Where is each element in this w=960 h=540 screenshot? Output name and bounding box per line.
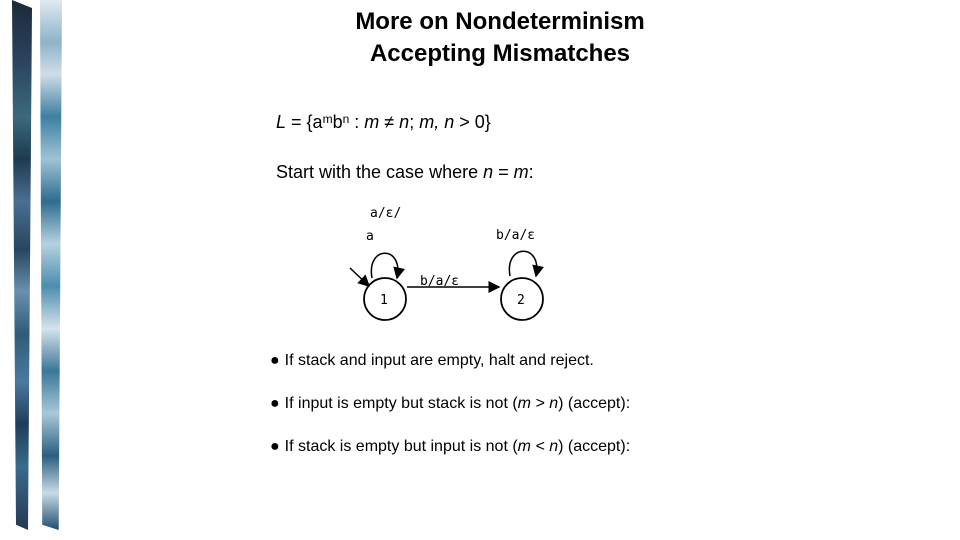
start-case-text — [276, 162, 534, 183]
start-eq: = — [493, 162, 514, 182]
self-loop-state-1 — [371, 253, 398, 278]
not-equal-sign: ≠ — [379, 112, 400, 132]
pda-diagram — [330, 190, 580, 330]
exponent-m: m — [322, 112, 333, 126]
bullet-text-prefix: If input is empty but stack is not ( — [284, 395, 518, 412]
bullet-condition: m < n — [517, 438, 559, 455]
start-prefix: Start with the case where — [276, 162, 484, 182]
language-definition — [276, 112, 491, 133]
start-colon: : — [528, 162, 534, 182]
loop-1-label-line-2: a — [366, 229, 374, 244]
exponent-n: n — [342, 112, 350, 126]
slide-title — [300, 6, 700, 70]
condition-colon: : — [349, 112, 365, 132]
self-loop-state-2 — [509, 251, 536, 276]
bullet-text-suffix: ) (accept): — [558, 438, 631, 455]
decorative-strip-left — [12, 0, 32, 530]
bullet-condition: m > n — [517, 395, 559, 412]
start-n: n — [483, 162, 494, 182]
bullet-dot-icon: ● — [270, 395, 280, 412]
state-1-label: 1 — [380, 293, 388, 308]
bullet-text-prefix: If stack is empty but input is not ( — [284, 438, 518, 455]
decorative-strip-right — [40, 0, 62, 530]
condition-gt-zero: > 0} — [454, 112, 491, 132]
bullet-dot-icon: ● — [270, 438, 280, 455]
loop-1-label-line-1: a/ε/ — [370, 206, 402, 221]
loop-2-label: b/a/ε — [496, 228, 536, 243]
condition-m: m — [364, 112, 380, 132]
bullet-dot-icon: ● — [270, 352, 280, 369]
start-m: m — [513, 162, 529, 182]
set-open: = {a — [286, 112, 323, 132]
condition-semicolon: ; — [409, 112, 420, 132]
condition-n: n — [399, 112, 410, 132]
symbol-b: b — [332, 112, 343, 132]
state-2-label: 2 — [517, 293, 525, 308]
bullet-accept-input-left — [270, 438, 630, 456]
bullet-accept-stack-left — [270, 395, 630, 413]
start-arrow — [350, 268, 369, 286]
bullet-text-suffix: ) (accept): — [558, 395, 631, 412]
condition-vars: m, n — [419, 112, 455, 132]
bullet-reject — [270, 352, 594, 370]
title-line-2: Accepting Mismatches — [369, 40, 631, 67]
bullet-text: If stack and input are empty, halt and reject. — [284, 352, 594, 369]
language-symbol: L — [276, 112, 287, 132]
transition-label: b/a/ε — [420, 274, 460, 289]
title-line-1: More on Nondeterminism — [355, 8, 645, 35]
